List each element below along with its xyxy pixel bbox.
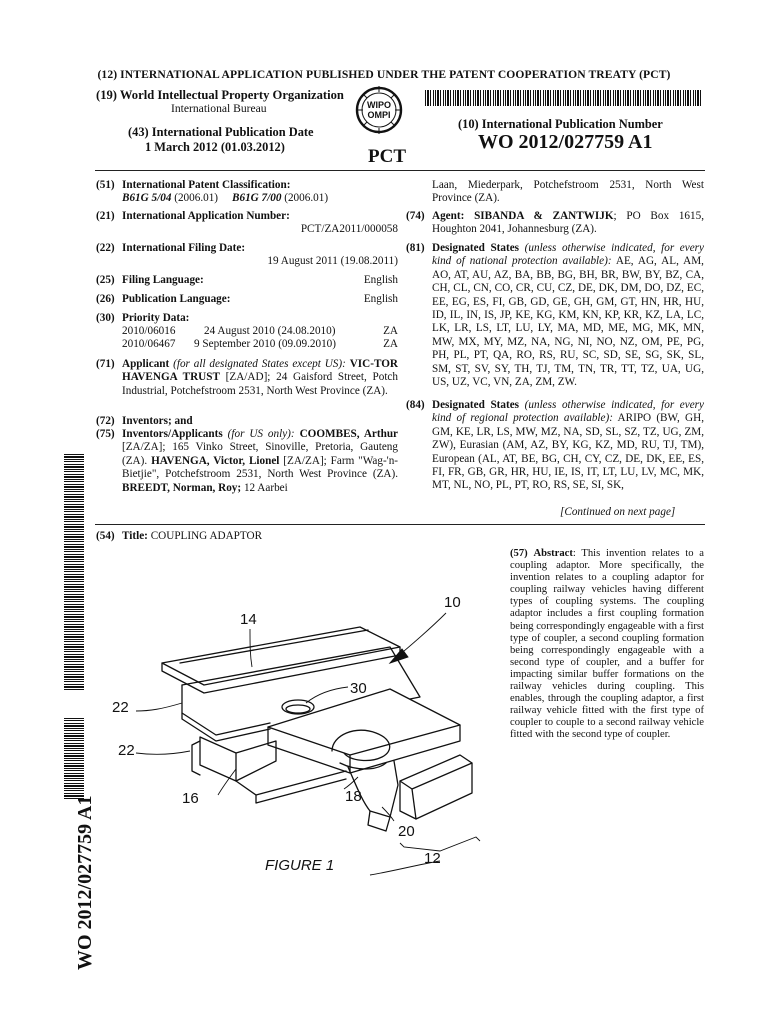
wipo-seal-logo — [355, 84, 403, 144]
treaty-header: (12) INTERNATIONAL APPLICATION PUBLISHED UNDER THE PATENT COOPERATION TREATY (PCT) — [97, 68, 671, 81]
field-74: (74) Agent: SIBANDA & ZANTWIJK; PO Box 1615, Houghton 2041, Johannesburg (ZA). — [406, 210, 704, 236]
continued-note: [Continued on next page] — [560, 506, 676, 518]
priority-row: 2010/06016 24 August 2010 (24.08.2010) ZA — [122, 325, 398, 337]
figure-label: 22 — [112, 699, 129, 716]
header-divider — [95, 170, 705, 171]
abstract: (57) Abstract: This invention relates to a coupling adaptor. More specifically, the invention relates to a coupling adaptor for coupling railway vehicles having different types of coupling systems. The coupling adaptor includes a first coupling formation being correspondingly engageable with a first type of coupler, a second coupling formation being correspondingly engageable with a second type of coupler, and a buffer for impacting similar buffer formations on the railway vehicles during coupling. This enables, through the coupling adaptor, a first railway vehicle fitted with the first type of coupler to couple to a second railway vehicle fitted with the second type of coupler. — [510, 548, 704, 741]
side-publication-number: WO 2012/027759 A1 — [74, 795, 96, 970]
priority-row: 2010/06467 9 September 2010 (09.09.2010) ZA — [122, 338, 398, 350]
figure-label: 18 — [345, 788, 362, 805]
publication-date-label: (43) International Publication Date — [128, 125, 314, 139]
field-54: (54) Title: COUPLING ADAPTOR — [96, 530, 263, 542]
field-71: (71) Applicant (for all designated States except US): VIC-TOR HAVENGA TRUST [ZA/AD]; 24 Gaisford Street, Potch Industrial, Potchefstroom 2531, North West Province (ZA). — [96, 358, 398, 397]
org-number: (19) — [96, 88, 117, 102]
side-barcode-upper — [64, 454, 84, 690]
figure-caption: FIGURE 1 — [265, 857, 335, 874]
field-72: (72) Inventors; and — [96, 415, 193, 427]
figure-label: 14 — [240, 611, 257, 628]
figure-label: 20 — [398, 823, 415, 840]
international-bureau: International Bureau — [171, 102, 267, 115]
publication-number: WO 2012/027759 A1 — [478, 131, 653, 153]
svg-text:WIPO: WIPO — [367, 100, 391, 110]
field-25: (25) Filing Language: English — [96, 274, 398, 286]
title-divider — [95, 524, 705, 525]
figure-label: 12 — [424, 850, 441, 867]
publication-date: 1 March 2012 (01.03.2012) — [145, 140, 285, 154]
svg-text:OMPI: OMPI — [367, 110, 391, 120]
field-22: (22) International Filing Date: 19 August 2011 (19.08.2011) — [96, 242, 398, 268]
field-84: (84) Designated States (unless otherwise indicated, for every kind of regional protection available): ARIPO (BW, GH, GM, KE, LR, LS, MW, MZ, NA, SD, SL, SZ, TZ, UG, ZM, ZW), Eurasian (AM, AZ, BY, KG, KZ, MD, RU, TJ, TM), European (AL, AT, BE, BG, CH, CY, CZ, DE, DK, EE, ES, FI, FR, GB, GR, HR, HU, IE, IS, IT, LT, LU, LV, MC, MK, MT, NL, NO, PL, PT, RO, RS, SE, SI, SK, — [406, 399, 705, 492]
figure-label: 16 — [182, 790, 199, 807]
applicant-address-continued: Laan, Miederpark, Potchefstroom 2531, North West Province (ZA). — [432, 179, 704, 205]
left-buffer-block — [200, 737, 236, 781]
field-81: (81) Designated States (unless otherwise indicated, for every kind of national protection available): AE, AG, AL, AM, AO, AT, AU, AZ, BA, BB, BG, BH, BR, BW, BY, BZ, CA, CH, CL, CN, CO, CR, CU, CZ, DE, DK, DM, DO, DZ, EC, EE, EG, ES, FI, GB, GD, GE, GH, GM, GT, HN, HR, HU, ID, IL, IN, IS, JP, KE, KG, KM, KN, KP, KR, KZ, LA, LC, LK, LR, LS, LT, LU, LY, MA, MD, ME, MG, MK, MN, MW, MX, MY, MZ, NA, NG, NI, NO, NZ, OM, PE, PG, PH, PL, PT, QA, RO, RS, RU, SC, SD, SE, SG, SK, SL, SM, ST, SV, SY, TH, TJ, TM, TN, TR, TT, TZ, UA, UG, US, UZ, VC, VN, ZA, ZM, ZW. — [406, 242, 705, 389]
lower-buffer-plate — [400, 755, 472, 819]
field-75: (75) Inventors/Applicants (for US only): COOMBES, Arthur [ZA/ZA]; 165 Vinko Street, Sinoville, Pretoria, Gauteng (ZA). HAVENGA, Victor, Lionel [ZA/ZA]; Farm "Wag-'n-Bietjie", Potchefstroom 2531, North West Province (ZA). BREEDT, Norman, Roy; 12 Aarbei — [96, 428, 399, 494]
figure-label: 10 — [444, 594, 461, 611]
field-30: (30) Priority Data: — [96, 312, 190, 324]
organization-name: World Intellectual Property Organization — [119, 88, 344, 102]
figure-label: 22 — [118, 742, 135, 759]
field-26: (26) Publication Language: English — [96, 293, 398, 305]
pct-mark: PCT — [368, 146, 406, 167]
publication-number-label: (10) International Publication Number — [458, 117, 663, 131]
figure-1-drawing — [100, 585, 500, 885]
figure-label: 30 — [350, 680, 367, 697]
field-21: (21) International Application Number: PCT/ZA2011/000058 — [96, 210, 398, 236]
organization-line — [96, 88, 344, 103]
field-51: (51) International Patent Classification: B61G 5/04 (2006.01) B61G 7/00 (2006.01) — [96, 179, 329, 205]
side-barcode-lower — [64, 717, 84, 799]
barcode-top — [425, 90, 703, 106]
upper-rail-plate — [162, 627, 400, 685]
